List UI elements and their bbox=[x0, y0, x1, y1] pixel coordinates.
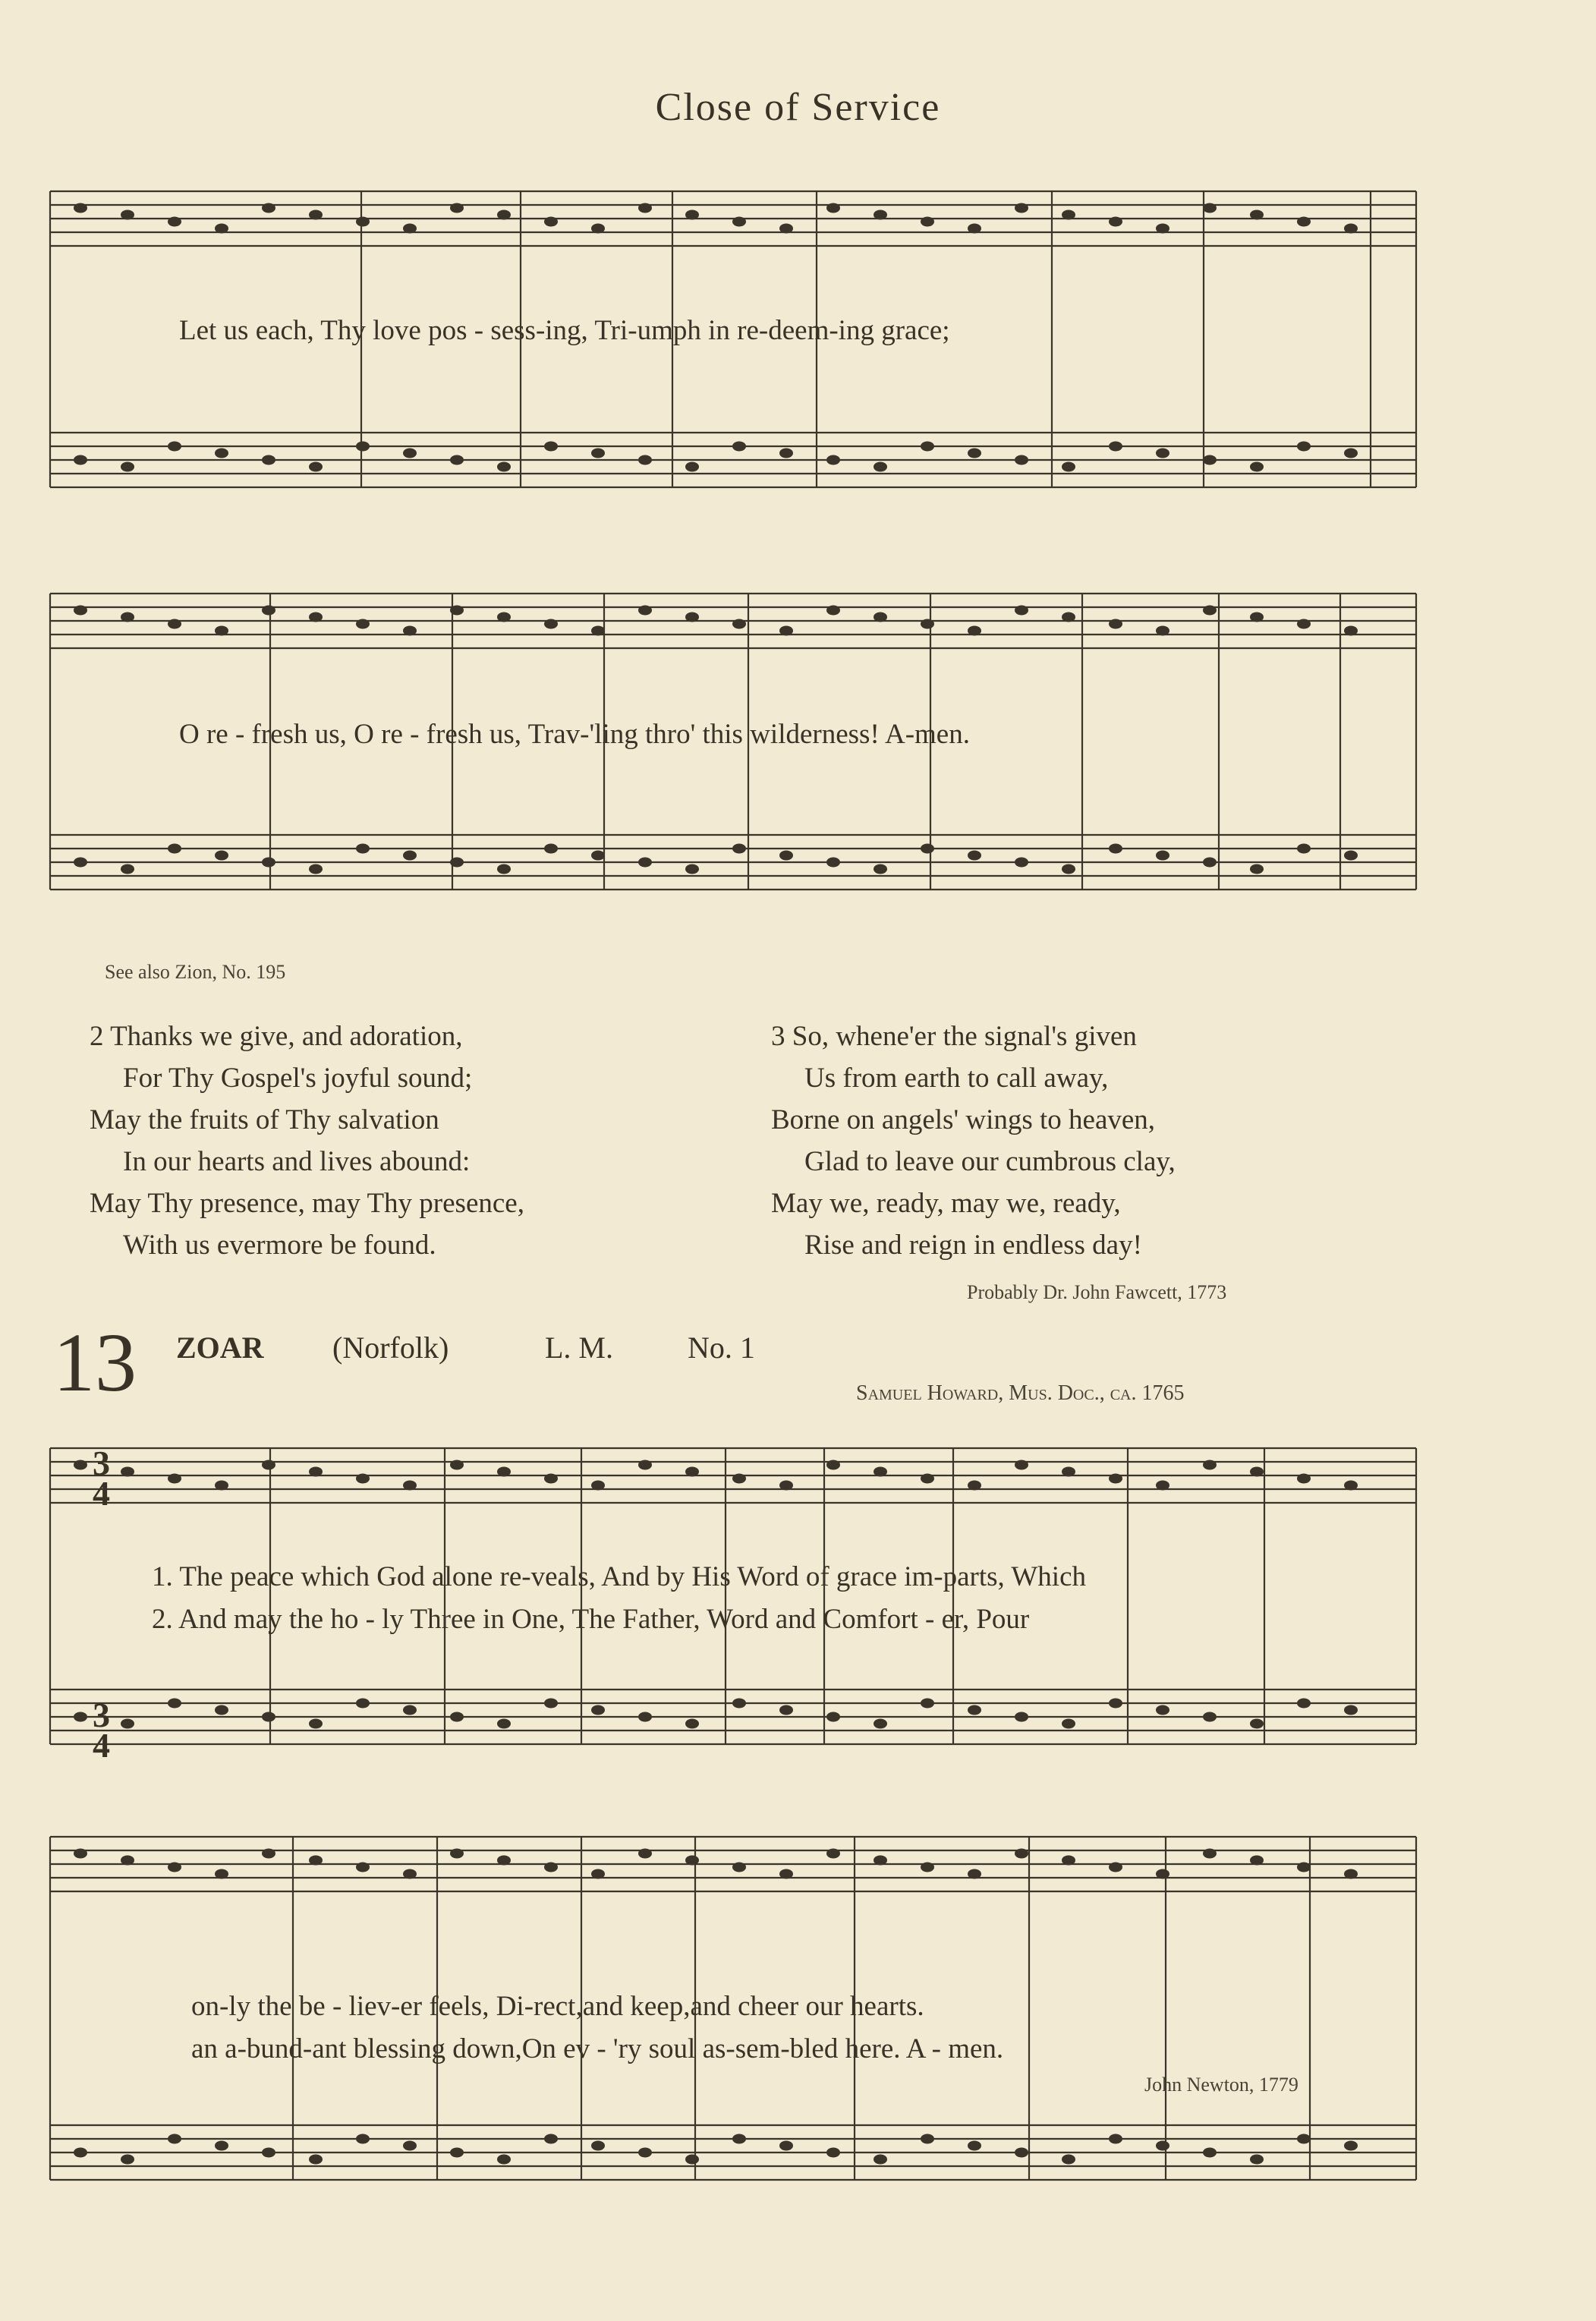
note-head bbox=[1203, 2148, 1217, 2158]
note-head bbox=[826, 203, 840, 213]
hymn-13-lyrics-verse-1-b: on-ly the be - liev-er feels, Di-rect,and keep,and cheer our hearts. bbox=[191, 1991, 924, 2022]
note-head bbox=[591, 2141, 605, 2151]
note-head bbox=[968, 1705, 981, 1715]
note-head bbox=[215, 626, 228, 636]
note-head bbox=[732, 1699, 746, 1708]
note-head bbox=[262, 2148, 275, 2158]
note-head bbox=[921, 217, 934, 227]
verse-3-line-3: Borne on angels' wings to heaven, bbox=[771, 1104, 1156, 1135]
note-head bbox=[450, 858, 464, 868]
note-head bbox=[1250, 2155, 1264, 2165]
time-signature-treble: 3 4 bbox=[93, 1444, 110, 1513]
note-head bbox=[826, 858, 840, 868]
note-head bbox=[1062, 864, 1075, 874]
note-head bbox=[450, 1849, 464, 1859]
note-head bbox=[215, 224, 228, 234]
note-head bbox=[1297, 1863, 1311, 1872]
hymn-12-lyrics-line-1: Let us each, Thy love pos - sess-ing, Tri-umph in re-deem-ing grace; bbox=[179, 315, 950, 346]
note-head bbox=[121, 1467, 134, 1477]
note-head bbox=[215, 2141, 228, 2151]
note-head bbox=[685, 1719, 699, 1729]
note-head bbox=[1297, 1474, 1311, 1484]
note-head bbox=[1203, 1849, 1217, 1859]
note-head bbox=[1156, 2141, 1169, 2151]
note-head bbox=[732, 619, 746, 629]
note-head bbox=[168, 1699, 181, 1708]
note-head bbox=[874, 1719, 887, 1729]
note-head bbox=[826, 606, 840, 616]
note-head bbox=[497, 1467, 511, 1477]
note-head bbox=[1203, 1460, 1217, 1470]
note-head bbox=[1203, 1712, 1217, 1722]
note-head bbox=[450, 2148, 464, 2158]
verse-2-line-1: 2 Thanks we give, and adoration, bbox=[90, 1021, 463, 1052]
note-head bbox=[1250, 864, 1264, 874]
note-head bbox=[1297, 619, 1311, 629]
tune-number: No. 1 bbox=[688, 1331, 755, 1365]
note-head bbox=[968, 449, 981, 458]
note-head bbox=[215, 1481, 228, 1491]
note-head bbox=[262, 858, 275, 868]
note-head bbox=[968, 851, 981, 861]
note-head bbox=[450, 203, 464, 213]
note-head bbox=[1109, 2134, 1122, 2144]
note-head bbox=[732, 2134, 746, 2144]
note-head bbox=[403, 851, 417, 861]
note-head bbox=[309, 1467, 323, 1477]
note-head bbox=[215, 1705, 228, 1715]
note-head bbox=[497, 462, 511, 472]
note-head bbox=[74, 606, 87, 616]
note-head bbox=[1062, 613, 1075, 622]
note-head bbox=[685, 613, 699, 622]
note-head bbox=[215, 851, 228, 861]
note-head bbox=[874, 462, 887, 472]
note-head bbox=[779, 224, 793, 234]
verse-2 bbox=[90, 1016, 524, 1266]
note-head bbox=[450, 606, 464, 616]
note-head bbox=[1203, 858, 1217, 868]
note-head bbox=[121, 1719, 134, 1729]
note-head bbox=[1015, 1460, 1028, 1470]
note-head bbox=[403, 224, 417, 234]
note-head bbox=[403, 449, 417, 458]
meter: L. M. bbox=[545, 1331, 613, 1365]
note-head bbox=[121, 864, 134, 874]
hymn-13-lyrics-verse-2-b: an a-bund-ant blessing down,On ev - 'ry soul as-sem-bled here. A - men. bbox=[191, 2033, 1004, 2064]
note-head bbox=[826, 455, 840, 465]
note-head bbox=[591, 1705, 605, 1715]
time-signature-bass: 3 4 bbox=[93, 1696, 110, 1765]
note-head bbox=[732, 844, 746, 854]
note-head bbox=[732, 442, 746, 452]
note-head bbox=[121, 210, 134, 220]
verse-2-line-3: May the fruits of Thy salvation bbox=[90, 1104, 439, 1135]
note-head bbox=[1297, 1699, 1311, 1708]
note-head bbox=[826, 2148, 840, 2158]
note-head bbox=[732, 1474, 746, 1484]
note-head bbox=[356, 1863, 370, 1872]
tune-name: ZOAR bbox=[176, 1331, 264, 1365]
grand-staff-2 bbox=[50, 584, 1431, 934]
note-head bbox=[826, 1849, 840, 1859]
verse-3-line-4: Glad to leave our cumbrous clay, bbox=[804, 1146, 1176, 1177]
note-head bbox=[168, 1863, 181, 1872]
verse-3-line-5: May we, ready, may we, ready, bbox=[771, 1188, 1121, 1219]
note-head bbox=[403, 1705, 417, 1715]
note-head bbox=[1344, 1705, 1358, 1715]
note-head bbox=[591, 626, 605, 636]
note-head bbox=[497, 1856, 511, 1866]
note-head bbox=[450, 1712, 464, 1722]
note-head bbox=[685, 2155, 699, 2165]
music-system-2 bbox=[50, 584, 1431, 934]
note-head bbox=[74, 1712, 87, 1722]
note-head bbox=[168, 442, 181, 452]
note-head bbox=[544, 217, 558, 227]
note-head bbox=[1062, 1467, 1075, 1477]
note-head bbox=[74, 1460, 87, 1470]
composer: Samuel Howard, Mus. Doc., ca. 1765 bbox=[856, 1381, 1185, 1405]
words-attribution: John Newton, 1779 bbox=[1144, 2074, 1299, 2096]
note-head bbox=[309, 462, 323, 472]
note-head bbox=[1015, 2148, 1028, 2158]
hymn-12-attribution: Probably Dr. John Fawcett, 1773 bbox=[967, 1281, 1227, 1303]
note-head bbox=[497, 2155, 511, 2165]
note-head bbox=[779, 2141, 793, 2151]
note-head bbox=[1015, 1849, 1028, 1859]
note-head bbox=[1109, 619, 1122, 629]
note-head bbox=[356, 619, 370, 629]
verse-2-line-5: May Thy presence, may Thy presence, bbox=[90, 1188, 524, 1219]
note-head bbox=[497, 210, 511, 220]
tune-alt-name: (Norfolk) bbox=[332, 1331, 449, 1365]
note-head bbox=[168, 1474, 181, 1484]
hymn-13-lyrics-verse-2-a: 2. And may the ho - ly Three in One, The Father, Word and Comfort - er, Pour bbox=[152, 1604, 1030, 1635]
note-head bbox=[638, 1849, 652, 1859]
note-head bbox=[1062, 210, 1075, 220]
note-head bbox=[1156, 1481, 1169, 1491]
note-head bbox=[874, 864, 887, 874]
note-head bbox=[74, 858, 87, 868]
verse-3-line-1: 3 So, whene'er the signal's given bbox=[771, 1021, 1137, 1052]
note-head bbox=[356, 2134, 370, 2144]
note-head bbox=[921, 844, 934, 854]
note-head bbox=[1062, 1719, 1075, 1729]
note-head bbox=[1344, 626, 1358, 636]
note-head bbox=[1156, 449, 1169, 458]
note-head bbox=[591, 224, 605, 234]
note-head bbox=[638, 455, 652, 465]
note-head bbox=[1015, 203, 1028, 213]
note-head bbox=[685, 462, 699, 472]
note-head bbox=[921, 2134, 934, 2144]
note-head bbox=[638, 606, 652, 616]
note-head bbox=[544, 1474, 558, 1484]
note-head bbox=[262, 1460, 275, 1470]
note-head bbox=[309, 1856, 323, 1866]
note-head bbox=[1344, 1481, 1358, 1491]
note-head bbox=[591, 1869, 605, 1879]
note-head bbox=[1156, 1869, 1169, 1879]
note-head bbox=[356, 1699, 370, 1708]
note-head bbox=[356, 1474, 370, 1484]
see-also-note: See also Zion, No. 195 bbox=[105, 961, 286, 983]
note-head bbox=[74, 455, 87, 465]
note-head bbox=[826, 1460, 840, 1470]
note-head bbox=[874, 1856, 887, 1866]
note-head bbox=[1109, 1863, 1122, 1872]
note-head bbox=[262, 606, 275, 616]
note-head bbox=[1250, 1719, 1264, 1729]
note-head bbox=[638, 1712, 652, 1722]
note-head bbox=[74, 2148, 87, 2158]
note-head bbox=[1203, 455, 1217, 465]
note-head bbox=[168, 619, 181, 629]
note-head bbox=[1344, 2141, 1358, 2151]
note-head bbox=[1156, 851, 1169, 861]
note-head bbox=[1344, 449, 1358, 458]
hymn-12-lyrics-line-2: O re - fresh us, O re - fresh us, Trav-'ling thro' this wilderness! A-men. bbox=[179, 719, 970, 750]
note-head bbox=[685, 1467, 699, 1477]
note-head bbox=[732, 217, 746, 227]
note-head bbox=[450, 455, 464, 465]
note-head bbox=[1250, 1467, 1264, 1477]
note-head bbox=[638, 2148, 652, 2158]
note-head bbox=[1250, 210, 1264, 220]
note-head bbox=[1344, 1869, 1358, 1879]
note-head bbox=[591, 449, 605, 458]
note-head bbox=[121, 613, 134, 622]
note-head bbox=[168, 217, 181, 227]
note-head bbox=[356, 442, 370, 452]
note-head bbox=[591, 851, 605, 861]
note-head bbox=[638, 203, 652, 213]
note-head bbox=[309, 864, 323, 874]
note-head bbox=[1156, 1705, 1169, 1715]
note-head bbox=[968, 626, 981, 636]
note-head bbox=[121, 462, 134, 472]
note-head bbox=[168, 2134, 181, 2144]
note-head bbox=[403, 1481, 417, 1491]
note-head bbox=[591, 1481, 605, 1491]
note-head bbox=[356, 844, 370, 854]
note-head bbox=[921, 1863, 934, 1872]
note-head bbox=[544, 442, 558, 452]
note-head bbox=[497, 864, 511, 874]
note-head bbox=[921, 442, 934, 452]
grand-staff-1 bbox=[50, 182, 1431, 531]
verse-3-line-6: Rise and reign in endless day! bbox=[804, 1230, 1142, 1261]
note-head bbox=[1109, 1474, 1122, 1484]
note-head bbox=[1297, 442, 1311, 452]
note-head bbox=[1156, 626, 1169, 636]
verse-2-line-6: With us evermore be found. bbox=[123, 1230, 436, 1261]
note-head bbox=[732, 1863, 746, 1872]
note-head bbox=[309, 1719, 323, 1729]
note-head bbox=[544, 844, 558, 854]
note-head bbox=[121, 2155, 134, 2165]
note-head bbox=[1250, 613, 1264, 622]
note-head bbox=[1250, 462, 1264, 472]
hymn-number: 13 bbox=[53, 1316, 137, 1409]
note-head bbox=[544, 1699, 558, 1708]
verse-3-line-2: Us from earth to call away, bbox=[804, 1063, 1109, 1094]
note-head bbox=[497, 613, 511, 622]
note-head bbox=[1109, 1699, 1122, 1708]
note-head bbox=[1203, 606, 1217, 616]
note-head bbox=[921, 619, 934, 629]
note-head bbox=[121, 1856, 134, 1866]
note-head bbox=[1062, 1856, 1075, 1866]
note-head bbox=[779, 449, 793, 458]
note-head bbox=[262, 455, 275, 465]
note-head bbox=[1344, 224, 1358, 234]
note-head bbox=[1156, 224, 1169, 234]
note-head bbox=[262, 1849, 275, 1859]
note-head bbox=[1297, 844, 1311, 854]
hymn-13-lyrics-verse-1-a: 1. The peace which God alone re-veals, And by His Word of grace im-parts, Which bbox=[152, 1561, 1087, 1592]
note-head bbox=[1015, 455, 1028, 465]
note-head bbox=[168, 844, 181, 854]
note-head bbox=[403, 2141, 417, 2151]
note-head bbox=[262, 1712, 275, 1722]
note-head bbox=[921, 1699, 934, 1708]
note-head bbox=[403, 1869, 417, 1879]
note-head bbox=[450, 1460, 464, 1470]
note-head bbox=[779, 626, 793, 636]
note-head bbox=[1062, 462, 1075, 472]
note-head bbox=[685, 1856, 699, 1866]
note-head bbox=[1015, 858, 1028, 868]
note-head bbox=[1109, 217, 1122, 227]
note-head bbox=[779, 1705, 793, 1715]
note-head bbox=[1015, 1712, 1028, 1722]
verse-2-line-4: In our hearts and lives abound: bbox=[123, 1146, 471, 1177]
note-head bbox=[1109, 844, 1122, 854]
note-head bbox=[638, 858, 652, 868]
note-head bbox=[1015, 606, 1028, 616]
note-head bbox=[874, 1467, 887, 1477]
music-system-3 bbox=[50, 1427, 1431, 1776]
note-head bbox=[215, 449, 228, 458]
note-head bbox=[968, 1481, 981, 1491]
note-head bbox=[1297, 2134, 1311, 2144]
note-head bbox=[309, 210, 323, 220]
note-head bbox=[685, 864, 699, 874]
note-head bbox=[874, 2155, 887, 2165]
note-head bbox=[1344, 851, 1358, 861]
note-head bbox=[921, 1474, 934, 1484]
note-head bbox=[874, 613, 887, 622]
note-head bbox=[779, 1481, 793, 1491]
note-head bbox=[1203, 203, 1217, 213]
note-head bbox=[1109, 442, 1122, 452]
note-head bbox=[544, 1863, 558, 1872]
note-head bbox=[1297, 217, 1311, 227]
note-head bbox=[356, 217, 370, 227]
note-head bbox=[1062, 2155, 1075, 2165]
note-head bbox=[874, 210, 887, 220]
verse-3 bbox=[771, 1016, 1176, 1266]
note-head bbox=[544, 2134, 558, 2144]
note-head bbox=[544, 619, 558, 629]
note-head bbox=[403, 626, 417, 636]
note-head bbox=[215, 1869, 228, 1879]
note-head bbox=[497, 1719, 511, 1729]
note-head bbox=[74, 203, 87, 213]
verse-2-line-2: For Thy Gospel's joyful sound; bbox=[123, 1063, 473, 1094]
note-head bbox=[1250, 1856, 1264, 1866]
note-head bbox=[968, 2141, 981, 2151]
note-head bbox=[779, 1869, 793, 1879]
note-head bbox=[685, 210, 699, 220]
note-head bbox=[309, 613, 323, 622]
note-head bbox=[779, 851, 793, 861]
grand-staff-3 bbox=[50, 1427, 1431, 1776]
note-head bbox=[968, 224, 981, 234]
note-head bbox=[309, 2155, 323, 2165]
note-head bbox=[826, 1712, 840, 1722]
music-system-1 bbox=[50, 182, 1431, 531]
note-head bbox=[638, 1460, 652, 1470]
note-head bbox=[262, 203, 275, 213]
note-head bbox=[74, 1849, 87, 1859]
section-title: Close of Service bbox=[655, 86, 941, 129]
note-head bbox=[968, 1869, 981, 1879]
